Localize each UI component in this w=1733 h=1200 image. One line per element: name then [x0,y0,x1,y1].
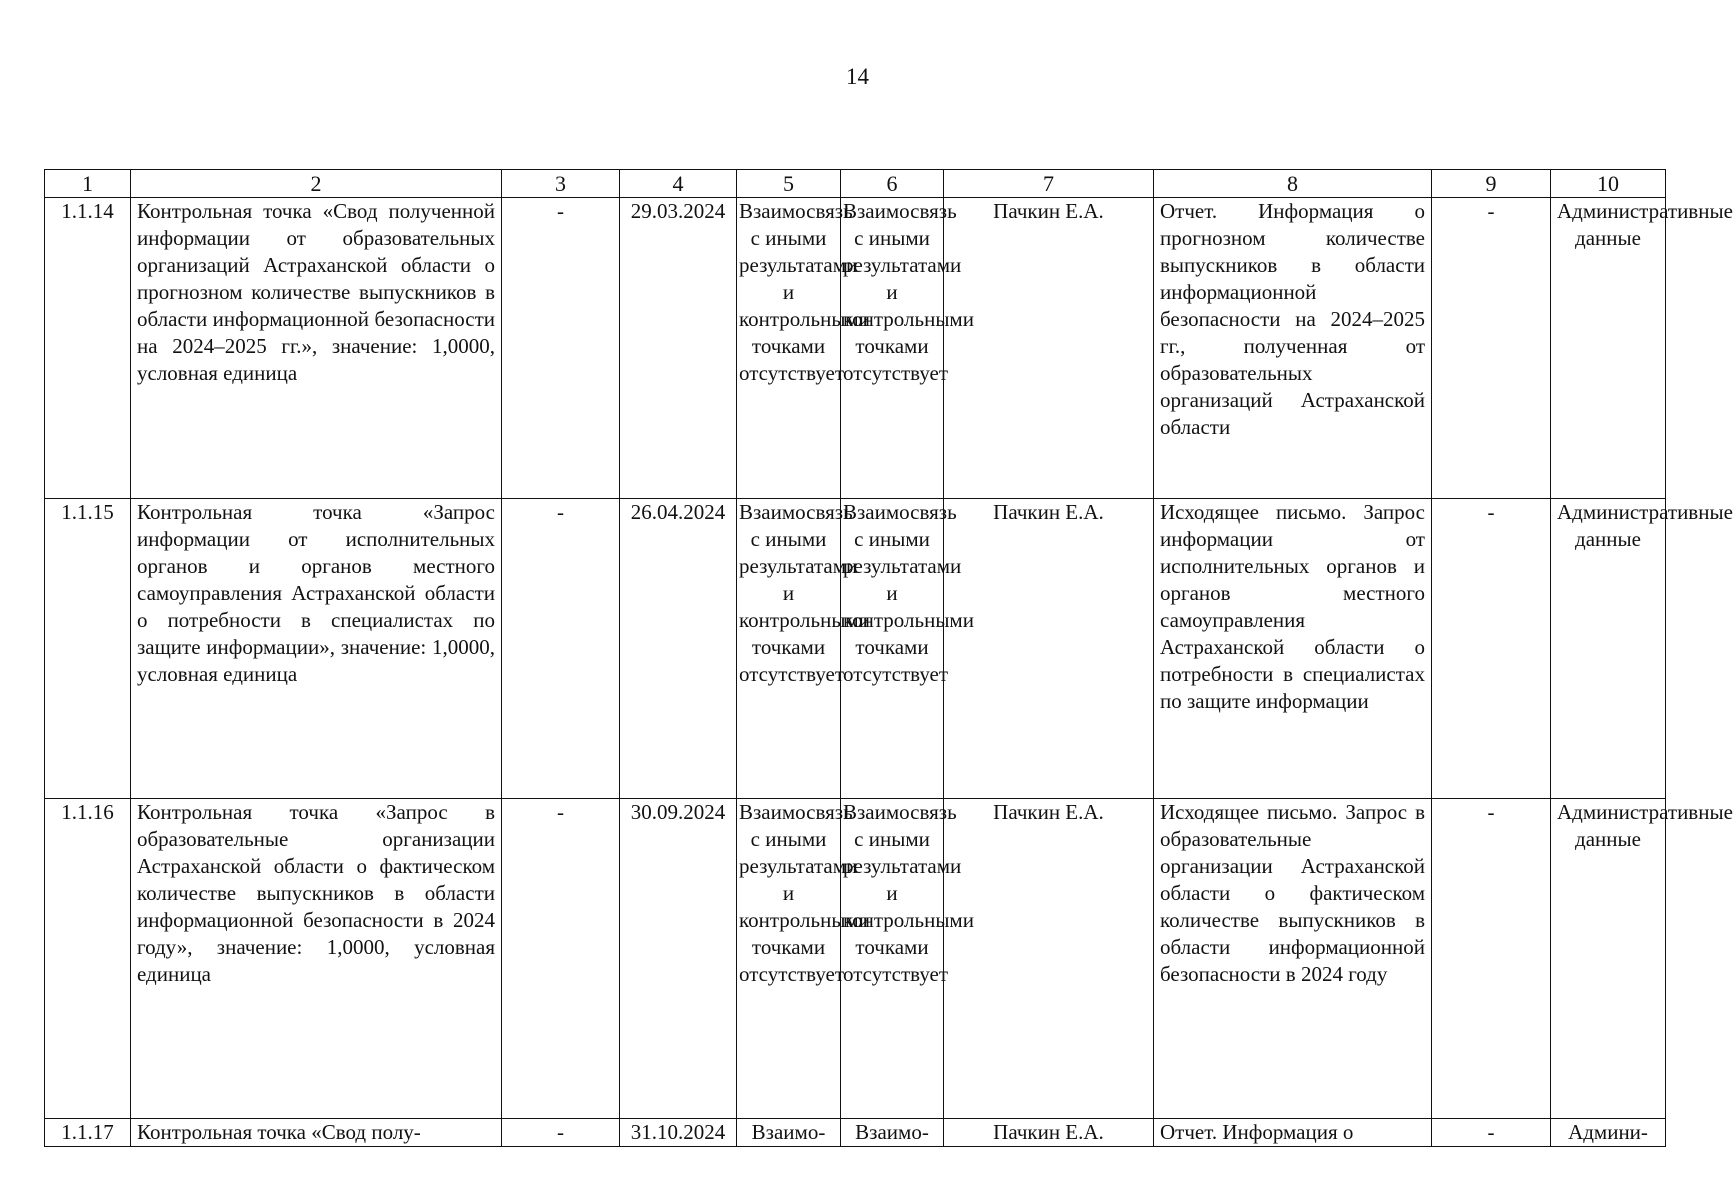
column-header: 8 [1154,170,1432,198]
row-col9: - [1432,799,1551,1119]
row-document: Исходящее письмо. Запрос в образовательные организации Астраханской области о фактическом количестве выпускников в области информационной безопасности в 2024 году [1154,799,1432,1119]
column-header: 9 [1432,170,1551,198]
row-number: 1.1.15 [45,499,131,799]
row-col5: Взаимосвязь с иными результатами и контрольными точками отсутствует [737,499,841,799]
column-header: 6 [841,170,944,198]
row-col6: Взаимосвязь с иными результатами и контрольными точками отсутствует [841,799,944,1119]
row-col3: - [502,198,620,499]
row-number: 1.1.14 [45,198,131,499]
row-description: Контрольная точка «Свод полу- [131,1119,502,1147]
column-header: 4 [620,170,737,198]
row-col9: - [1432,499,1551,799]
table-header-row [45,170,1666,198]
row-date: 30.09.2024 [620,799,737,1119]
row-col6: Взаимо- [841,1119,944,1147]
row-col3: - [502,499,620,799]
column-header: 7 [944,170,1154,198]
row-description: Контрольная точка «Запрос в образовательные организации Астраханской области о фактическом количестве выпускников в области информационной безопасности в 2024 году», значение: 1,0000, условная единица [131,799,502,1119]
row-col9: - [1432,1119,1551,1147]
column-header: 5 [737,170,841,198]
row-document: Отчет. Информация о [1154,1119,1432,1147]
row-source: Административные данные [1551,799,1666,1119]
row-document: Исходящее письмо. Запрос информации от исполнительных органов и органов местного самоуправления Астраханской области о потребности в специалистах по защите информации [1154,499,1432,799]
row-responsible: Пачкин Е.А. [944,198,1154,499]
row-col9: - [1432,198,1551,499]
row-source: Админи- [1551,1119,1666,1147]
row-col3: - [502,1119,620,1147]
row-col3: - [502,799,620,1119]
control-points-table [44,169,1733,1147]
row-col6: Взаимосвязь с иными результатами и контрольными точками отсутствует [841,198,944,499]
page-number: 14 [846,64,869,89]
column-header: 2 [131,170,502,198]
row-number: 1.1.17 [45,1119,131,1147]
row-col5: Взаимо- [737,1119,841,1147]
row-description: Контрольная точка «Запрос информации от исполнительных органов и органов местного самоуправления Астраханской области о потребности в специалистах по защите информации», значение: 1,0000, условная единица [131,499,502,799]
row-col6: Взаимосвязь с иными результатами и контрольными точками отсутствует [841,499,944,799]
row-description: Контрольная точка «Свод полученной информации от образовательных организаций Астраханской области о прогнозном количестве выпускников в области информационной безопасности на 2024–2025 гг.», значение: 1,0000, условная единица [131,198,502,499]
row-responsible: Пачкин Е.А. [944,1119,1154,1147]
column-header: 10 [1551,170,1666,198]
column-header: 1 [45,170,131,198]
column-header: 3 [502,170,620,198]
row-responsible: Пачкин Е.А. [944,499,1154,799]
row-number: 1.1.16 [45,799,131,1119]
table-row [45,499,1666,799]
row-col5: Взаимосвязь с иными результатами и контрольными точками отсутствует [737,799,841,1119]
row-col5: Взаимосвязь с иными результатами и контрольными точками отсутствует [737,198,841,499]
table-row [45,1119,1666,1147]
table-row [45,198,1666,499]
row-date: 31.10.2024 [620,1119,737,1147]
row-date: 26.04.2024 [620,499,737,799]
table-row [45,799,1666,1119]
row-document: Отчет. Информация о прогнозном количестве выпускников в области информационной безопасности на 2024–2025 гг., полученная от образовательных организаций Астраханской области [1154,198,1432,499]
row-responsible: Пачкин Е.А. [944,799,1154,1119]
row-date: 29.03.2024 [620,198,737,499]
row-source: Административные данные [1551,499,1666,799]
row-source: Административные данные [1551,198,1666,499]
